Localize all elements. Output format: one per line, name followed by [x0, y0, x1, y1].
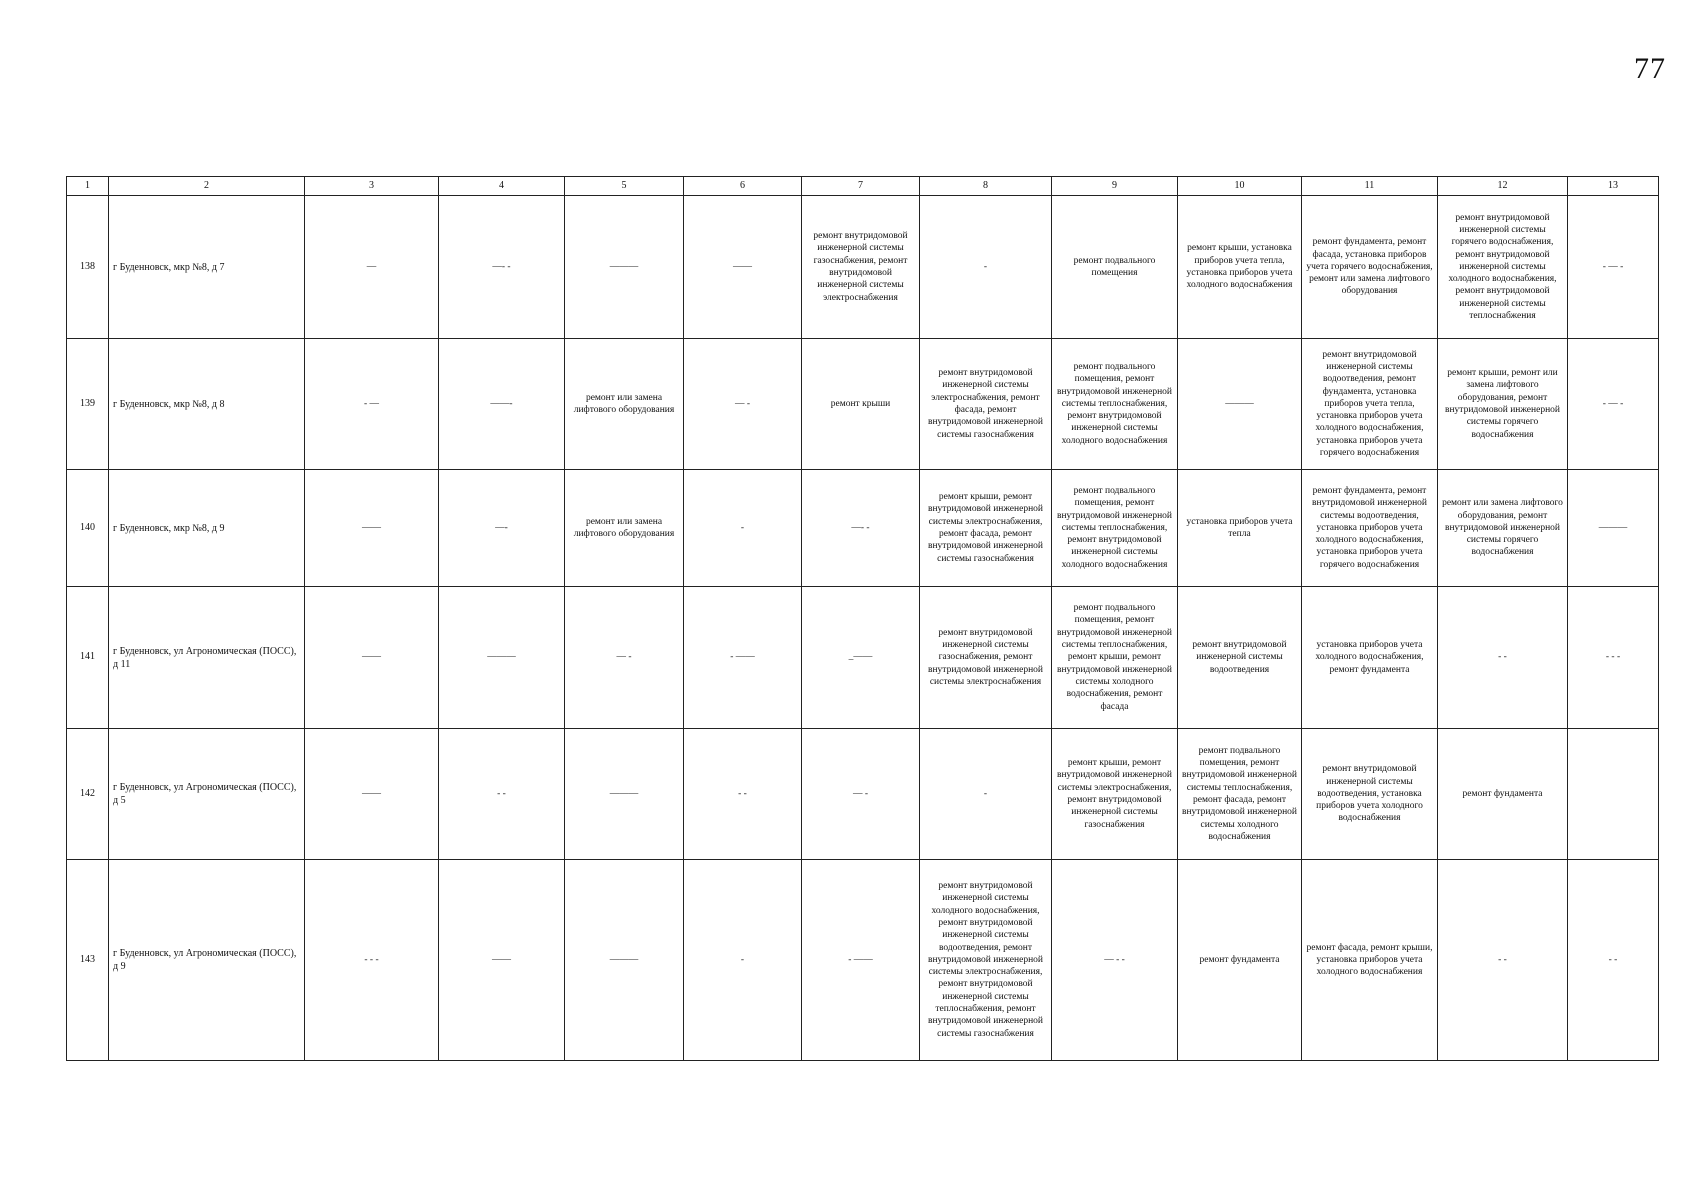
cell-col-5: — - — [565, 587, 684, 729]
cell-col-6: — - — [684, 339, 802, 470]
table-row — [67, 587, 1659, 729]
address-cell: г Буденновск, ул Агрономическая (ПОСС), д 11 — [109, 587, 305, 729]
cell-col-8: ремонт внутридомовой инженерной системы электроснабжения, ремонт фасада, ремонт внутридомовой инженерной системы газоснабжения — [920, 339, 1052, 470]
cell-col-8: ремонт крыши, ремонт внутридомовой инженерной системы электроснабжения, ремонт фасада, ремонт внутридомовой инженерной системы газоснабжения — [920, 470, 1052, 587]
row-number: 141 — [67, 587, 109, 729]
cell-col-10: установка приборов учета тепла — [1178, 470, 1302, 587]
cell-col-9: ремонт подвального помещения, ремонт внутридомовой инженерной системы теплоснабжения, ремонт внутридомовой инженерной системы холодного водоснабжения — [1052, 339, 1178, 470]
header-cell: 6 — [684, 177, 802, 196]
cell-col-11: ремонт фундамента, ремонт внутридомовой инженерной системы водоотведения, установка приборов учета холодного водоснабжения, установка приборов учета горячего водоснабжения — [1302, 470, 1438, 587]
address-cell: г Буденновск, мкр №8, д 8 — [109, 339, 305, 470]
cell-col-4: —- - — [439, 196, 565, 339]
cell-col-8: ремонт внутридомовой инженерной системы холодного водоснабжения, ремонт внутридомовой инженерной системы водоотведения, ремонт внутридомовой инженерной системы электроснабжения, ремонт внутридомовой инженерной системы теплоснабжения, ремонт внутридомовой инженерной системы газоснабжения — [920, 860, 1052, 1061]
header-cell: 2 — [109, 177, 305, 196]
cell-col-9: ремонт крыши, ремонт внутридомовой инженерной системы электроснабжения, ремонт внутридомовой инженерной системы газоснабжения — [1052, 729, 1178, 860]
row-number: 143 — [67, 860, 109, 1061]
header-row — [67, 177, 1659, 196]
cell-col-5: ——— — [565, 729, 684, 860]
cell-col-3: —— — [305, 729, 439, 860]
cell-col-5: ремонт или замена лифтового оборудования — [565, 339, 684, 470]
header-cell: 9 — [1052, 177, 1178, 196]
table-row — [67, 729, 1659, 860]
cell-col-8: - — [920, 196, 1052, 339]
cell-col-11: установка приборов учета холодного водоснабжения, ремонт фундамента — [1302, 587, 1438, 729]
header-cell: 1 — [67, 177, 109, 196]
cell-col-12: - - — [1438, 587, 1568, 729]
row-number: 140 — [67, 470, 109, 587]
cell-col-7: — - — [802, 729, 920, 860]
header-cell: 4 — [439, 177, 565, 196]
address-cell: г Буденновск, ул Агрономическая (ПОСС), д 9 — [109, 860, 305, 1061]
cell-col-13: ——— — [1568, 470, 1659, 587]
header-cell: 5 — [565, 177, 684, 196]
cell-col-8: - — [920, 729, 1052, 860]
cell-col-13: - — - — [1568, 339, 1659, 470]
cell-col-10: ремонт внутридомовой инженерной системы водоотведения — [1178, 587, 1302, 729]
cell-col-4: - - — [439, 729, 565, 860]
header-cell: 10 — [1178, 177, 1302, 196]
cell-col-11: ремонт фасада, ремонт крыши, установка приборов учета холодного водоснабжения — [1302, 860, 1438, 1061]
page-number: 77 — [1634, 52, 1666, 85]
cell-col-10: ремонт подвального помещения, ремонт внутридомовой инженерной системы теплоснабжения, ремонт фасада, ремонт внутридомовой инженерной системы холодного водоснабжения — [1178, 729, 1302, 860]
cell-col-4: ——- — [439, 339, 565, 470]
address-cell: г Буденновск, ул Агрономическая (ПОСС), д 5 — [109, 729, 305, 860]
cell-col-3: —— — [305, 587, 439, 729]
header-cell: 12 — [1438, 177, 1568, 196]
cell-col-3: — — [305, 196, 439, 339]
address-cell: г Буденновск, мкр №8, д 9 — [109, 470, 305, 587]
cell-col-13: - — - — [1568, 196, 1659, 339]
cell-col-7: - —— — [802, 860, 920, 1061]
cell-col-8: ремонт внутридомовой инженерной системы газоснабжения, ремонт внутридомовой инженерной системы электроснабжения — [920, 587, 1052, 729]
header-cell: 13 — [1568, 177, 1659, 196]
cell-col-5: ремонт или замена лифтового оборудования — [565, 470, 684, 587]
table-row — [67, 860, 1659, 1061]
row-number: 138 — [67, 196, 109, 339]
cell-col-6: —— — [684, 196, 802, 339]
cell-col-6: - - — [684, 729, 802, 860]
cell-col-9: — - - — [1052, 860, 1178, 1061]
cell-col-12: ремонт фундамента — [1438, 729, 1568, 860]
cell-col-4: ——— — [439, 587, 565, 729]
cell-col-5: ——— — [565, 860, 684, 1061]
cell-col-7: _—— — [802, 587, 920, 729]
table-row — [67, 196, 1659, 339]
cell-col-4: —- — [439, 470, 565, 587]
cell-col-3: —— — [305, 470, 439, 587]
address-cell: г Буденновск, мкр №8, д 7 — [109, 196, 305, 339]
cell-col-7: ремонт внутридомовой инженерной системы газоснабжения, ремонт внутридомовой инженерной системы электроснабжения — [802, 196, 920, 339]
cell-col-11: ремонт фундамента, ремонт фасада, установка приборов учета горячего водоснабжения, ремонт или замена лифтового оборудования — [1302, 196, 1438, 339]
cell-col-4: —— — [439, 860, 565, 1061]
cell-col-7: ремонт крыши — [802, 339, 920, 470]
cell-col-9: ремонт подвального помещения, ремонт внутридомовой инженерной системы теплоснабжения, ремонт внутридомовой инженерной системы холодного водоснабжения — [1052, 470, 1178, 587]
cell-col-10: ремонт крыши, установка приборов учета тепла, установка приборов учета холодного водоснабжения — [1178, 196, 1302, 339]
repair-schedule-table — [66, 176, 1659, 1061]
cell-col-13: - - - — [1568, 587, 1659, 729]
header-cell: 3 — [305, 177, 439, 196]
row-number: 139 — [67, 339, 109, 470]
cell-col-12: ремонт внутридомовой инженерной системы горячего водоснабжения, ремонт внутридомовой инженерной системы холодного водоснабжения, ремонт внутридомовой инженерной системы теплоснабжения — [1438, 196, 1568, 339]
cell-col-10: ——— — [1178, 339, 1302, 470]
header-cell: 7 — [802, 177, 920, 196]
cell-col-7: —- - — [802, 470, 920, 587]
cell-col-10: ремонт фундамента — [1178, 860, 1302, 1061]
cell-col-6: - —— — [684, 587, 802, 729]
row-number: 142 — [67, 729, 109, 860]
cell-col-13 — [1568, 729, 1659, 860]
cell-col-9: ремонт подвального помещения, ремонт внутридомовой инженерной системы теплоснабжения, ремонт крыши, ремонт внутридомовой инженерной системы холодного водоснабжения, ремонт фасада — [1052, 587, 1178, 729]
cell-col-13: - - — [1568, 860, 1659, 1061]
cell-col-11: ремонт внутридомовой инженерной системы водоотведения, установка приборов учета холодного водоснабжения — [1302, 729, 1438, 860]
cell-col-5: ——— — [565, 196, 684, 339]
header-cell: 8 — [920, 177, 1052, 196]
cell-col-12: - - — [1438, 860, 1568, 1061]
cell-col-12: ремонт крыши, ремонт или замена лифтового оборудования, ремонт внутридомовой инженерной системы горячего водоснабжения — [1438, 339, 1568, 470]
cell-col-9: ремонт подвального помещения — [1052, 196, 1178, 339]
table-row — [67, 470, 1659, 587]
header-cell: 11 — [1302, 177, 1438, 196]
cell-col-3: - - - — [305, 860, 439, 1061]
cell-col-6: - — [684, 860, 802, 1061]
cell-col-11: ремонт внутридомовой инженерной системы водоотведения, ремонт фундамента, установка приборов учета тепла, установка приборов учета холодного водоснабжения, установка приборов учета горячего водоснабжения — [1302, 339, 1438, 470]
cell-col-3: - — — [305, 339, 439, 470]
cell-col-6: - — [684, 470, 802, 587]
cell-col-12: ремонт или замена лифтового оборудования, ремонт внутридомовой инженерной системы горячего водоснабжения — [1438, 470, 1568, 587]
table-row — [67, 339, 1659, 470]
